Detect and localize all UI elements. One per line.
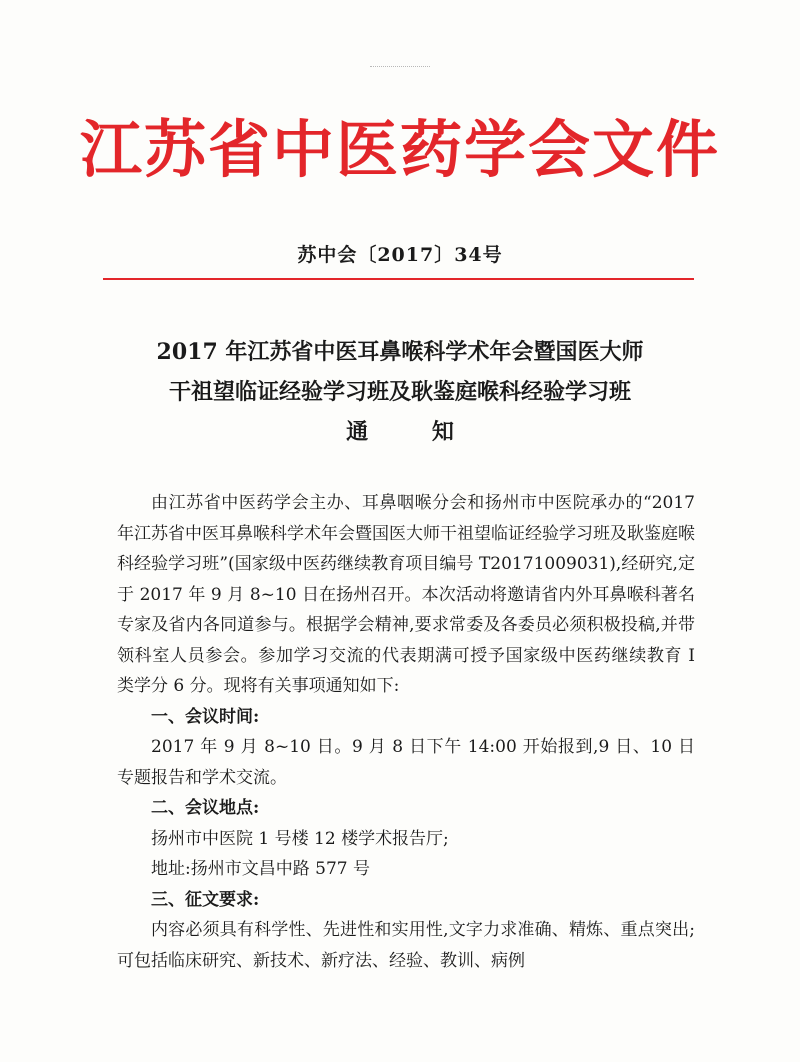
section-heading-papers: 三、征文要求: — [151, 889, 260, 910]
document-number: 苏中会〔2017〕34号 — [297, 244, 503, 266]
section-heading-time: 一、会议时间: — [151, 706, 260, 727]
section-venue-text: 扬州市中医院 1 号楼 12 楼学术报告厅; — [151, 828, 449, 849]
title-notice: 通 知 — [346, 419, 482, 445]
document-body — [117, 488, 695, 976]
red-divider-line — [103, 278, 694, 280]
title-line-1: 2017 年江苏省中医耳鼻喉科学术年会暨国医大师 — [156, 339, 644, 365]
section-address-text: 地址:扬州市文昌中路 577 号 — [151, 859, 370, 879]
scan-mark — [370, 66, 430, 69]
section-heading-venue: 二、会议地点: — [151, 798, 260, 818]
org-header-title: 江苏省中医药学会文件 — [79, 113, 720, 186]
notice-title — [0, 332, 800, 452]
intro-paragraph: 由江苏省中医药学会主办、耳鼻咽喉分会和扬州市中医院承办的“2017 年江苏省中医耳鼻喉科学术年会暨国医大师干祖望临证经验学习班及耿鉴庭喉科经验学习班”(国家级中医药继续教育项目编号 T20171009031),经研究,定于 2017 年 9 月 8~10 日在扬州召开。本次活动将邀请省内外耳鼻喉科著名专家及省内各同道参与。根据学会精神,要求常委及各委员必须积极投稿,并带领科室人员参会。参加学习交流的代表期满可授予国家级中医药继续教育 I 类学分 6 分。现将有关事项通知如下: — [117, 493, 695, 696]
section-time-text: 2017 年 9 月 8~10 日。9 月 8 日下午 14:00 开始报到,9 日、10 日专题报告和学术交流。 — [117, 737, 695, 788]
section-papers-text: 内容必须具有科学性、先进性和实用性,文字力求准确、精炼、重点突出;可包括临床研究、新技术、新疗法、经验、教训、病例 — [117, 920, 695, 971]
title-line-2: 干祖望临证经验学习班及耿鉴庭喉科经验学习班 — [168, 379, 631, 405]
